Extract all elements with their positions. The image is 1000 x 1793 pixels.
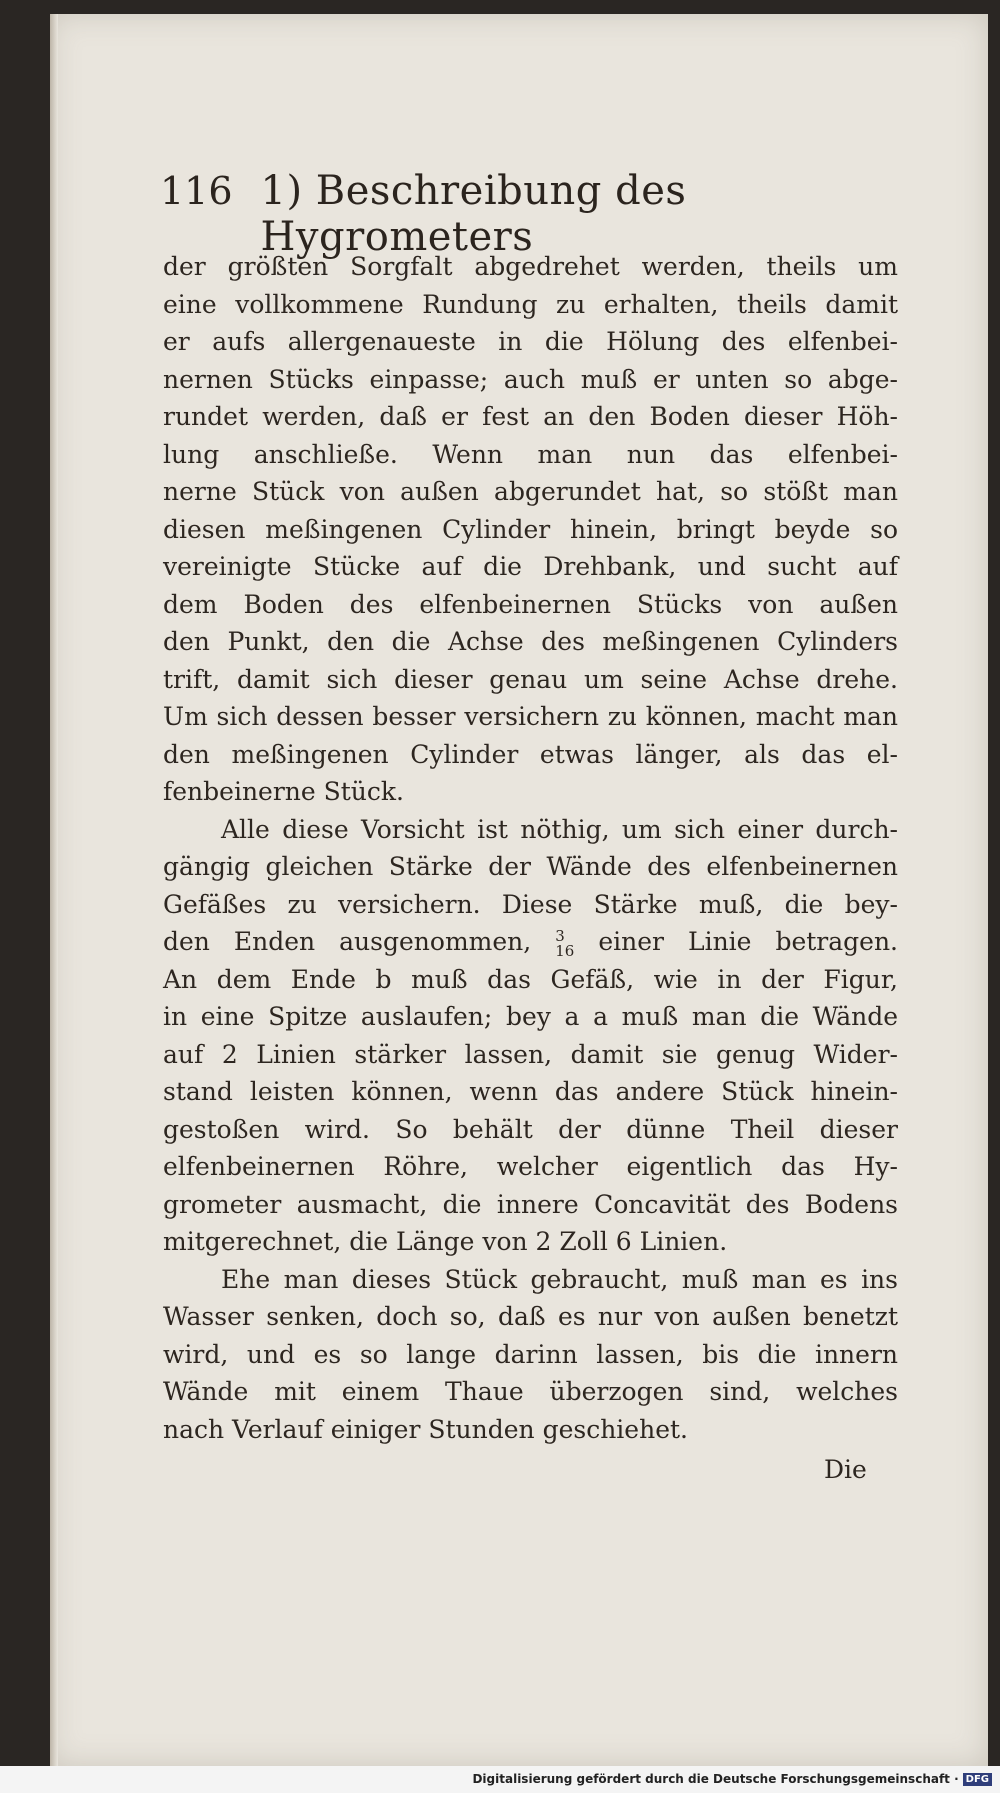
page-edge-shadow: [50, 14, 58, 1766]
text-line: Um sich dessen besser versichern zu können, macht man: [163, 702, 898, 731]
text-line: nerne Stück von außen abgerundet hat, so stößt man: [163, 477, 898, 506]
body-text: [163, 248, 898, 1448]
fraction-denominator: 16: [555, 941, 575, 960]
text-line: er aufs allergenaueste in die Hölung des elfenbei-: [163, 327, 898, 356]
text-line: trift, damit sich dieser genau um seine Achse drehe.: [163, 664, 898, 694]
text-line: eine vollkommene Rundung zu erhalten, theils damit: [163, 289, 898, 319]
text-line-with-fraction: [163, 923, 898, 961]
text-line: gestoßen wird. So behält der dünne Theil dieser: [163, 1114, 898, 1144]
text-line: auf 2 Linien stärker lassen, damit sie genug Wider-: [163, 1039, 898, 1069]
text-line: den Punkt, den die Achse des meßingenen Cylinders: [163, 627, 898, 656]
text-line: fenbeinerne Stück.: [163, 777, 405, 806]
text-line: elfenbeinernen Röhre, welcher eigentlich das Hy-: [163, 1152, 898, 1181]
text-line: Wände mit einem Thaue überzogen sind, welches: [163, 1377, 898, 1406]
fraction: [555, 926, 575, 960]
text-line: in eine Spitze auslaufen; bey a a muß man die Wände: [163, 1002, 898, 1031]
digitization-credit: [472, 1772, 992, 1786]
text-line: Wasser senken, doch so, daß es nur von außen benetzt: [163, 1302, 898, 1331]
text-line: stand leisten können, wenn das andere Stück hinein-: [163, 1077, 898, 1106]
text-line: der größten Sorgfalt abgedrehet werden, theils um: [163, 252, 898, 281]
text-line: diesen meßingenen Cylinder hinein, bringt beyde so: [163, 514, 898, 544]
text-line: An dem Ende b muß das Gefäß, wie in der Figur,: [163, 964, 898, 994]
text-line: rundet werden, daß er fest an den Boden dieser Höh-: [163, 402, 898, 431]
catchword: Die: [824, 1455, 867, 1484]
running-title: 1) Beschreibung des Hygrometers: [260, 168, 687, 260]
dfg-logo: DFG: [963, 1773, 992, 1786]
text-line: dem Boden des elfenbeinernen Stücks von außen: [163, 589, 898, 619]
text-line: grometer ausmacht, die innere Concavität des Bodens: [163, 1189, 898, 1219]
text-line: mitgerechnet, die Länge von 2 Zoll 6 Linien.: [163, 1227, 728, 1256]
text-line: Gefäßes zu versichern. Diese Stärke muß, die bey-: [163, 889, 898, 919]
text-line: nernen Stücks einpasse; auch muß er unten so abge-: [163, 364, 898, 394]
text-line: nach Verlauf einiger Stunden geschiehet.: [163, 1414, 688, 1444]
fraction-line-after: einer Linie betragen.: [598, 927, 899, 956]
text-line: Alle diese Vorsicht ist nöthig, um sich einer durch-: [221, 814, 898, 844]
fraction-numerator: 3: [555, 926, 565, 945]
text-line: vereinigte Stücke auf die Drehbank, und sucht auf: [163, 552, 898, 581]
text-line: lung anschließe. Wenn man nun das elfenbei-: [163, 439, 898, 469]
text-line: wird, und es so lange darinn lassen, bis die innern: [163, 1339, 898, 1369]
text-line: gängig gleichen Stärke der Wände des elfenbeinernen: [163, 852, 898, 881]
fraction-line-before: den Enden ausgenommen,: [163, 927, 532, 956]
text-line: den meßingenen Cylinder etwas länger, als das el-: [163, 739, 898, 769]
credit-text: Digitalisierung gefördert durch die Deutsche Forschungsgemeinschaft ·: [472, 1772, 959, 1786]
page-number: 116: [160, 169, 233, 213]
page-header: [160, 168, 880, 260]
text-line: Ehe man dieses Stück gebraucht, muß man es ins: [221, 1264, 898, 1294]
